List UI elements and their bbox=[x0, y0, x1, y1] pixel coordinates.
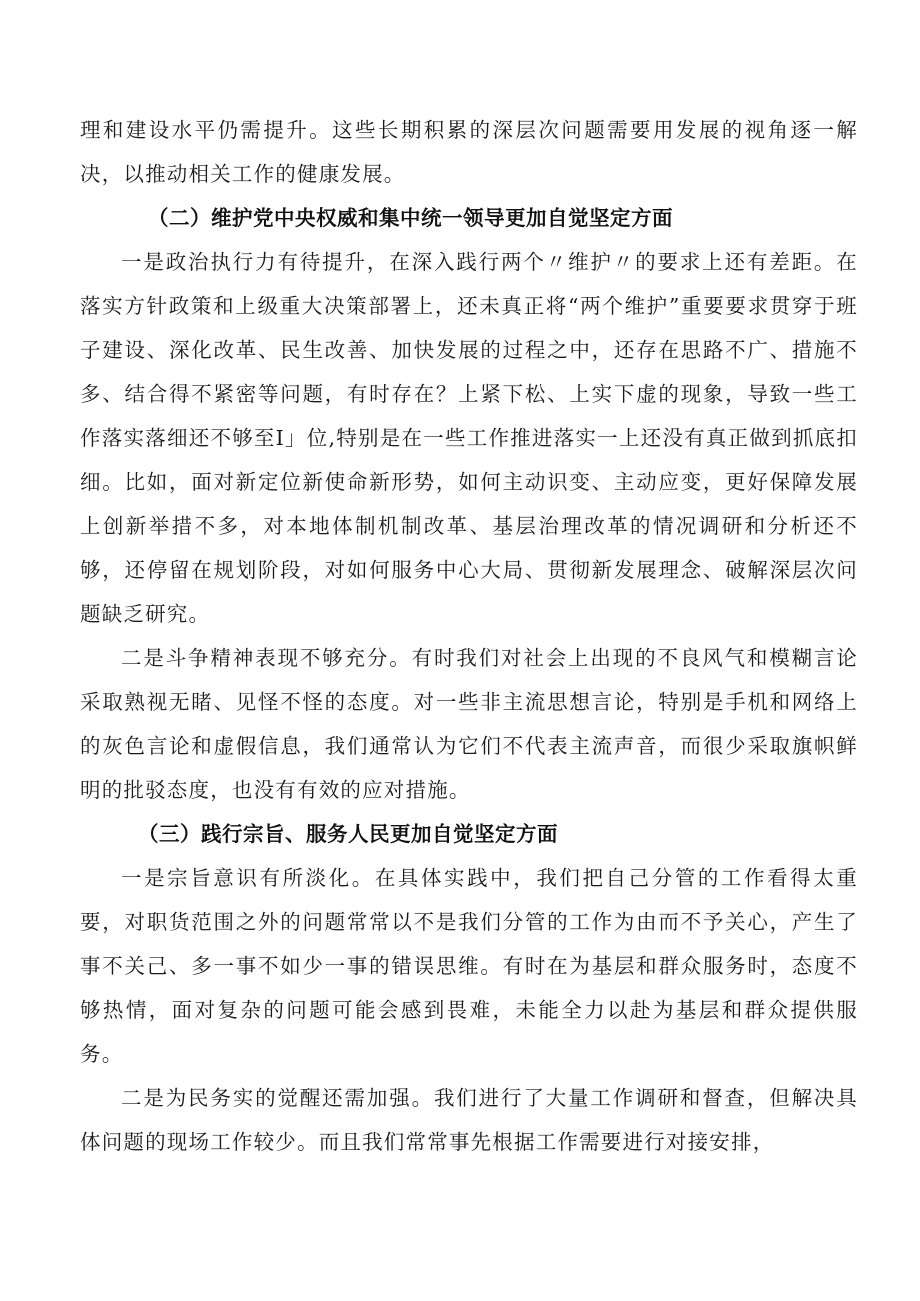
section-heading-2: （二）维护党中央权威和集中统一领导更加自觉坚定方面 bbox=[148, 206, 673, 230]
paragraph-people-service: 二是为民务实的觉醒还需加强。我们进行了大量工作调研和督查，但解决具体问题的现场工作较少。而且我们常常事先根据工作需要进行对接安排， bbox=[80, 1086, 858, 1154]
paragraph-struggle-spirit: 二是斗争精神表现不够充分。有时我们对社会上出现的不良风气和模糊言论采取熟视无睹、见怪不怪的态度。对一些非主流思想言论，特别是手机和网络上的灰色言论和虚假信息，我们通常认为它们不代表主流声音，而很少采取旗帜鲜明的批驳态度，也没有有效的应对措施。 bbox=[80, 646, 858, 802]
paragraph-purpose-awareness: 一是宗旨意识有所淡化。在具体实践中，我们把自己分管的工作看得太重要，对职货范围之外的问题常常以不是我们分管的工作为由而不予关心，产生了事不关己、多一事不如少一事的错误思维。有时在为基层和群众服务时，态度不够热情，面对复杂的问题可能会感到畏难，未能全力以赴为基层和群众提供服务。 bbox=[80, 866, 858, 1066]
paragraph-intro-continued: 理和建设水平仍需提升。这些长期积累的深层次问题需要用发展的视角逐一解决，以推动相关工作的健康发展。 bbox=[80, 118, 858, 186]
section-heading-3: （三）践行宗旨、服务人民更加自觉坚定方面 bbox=[138, 822, 558, 846]
document-body bbox=[80, 108, 858, 1164]
paragraph-political-execution: 一是政治执行力有待提升，在深入践行两个〃维护〃的要求上还有差距。在落实方针政策和上级重大决策部署上，还未真正将“两个维护”重要要求贯穿于班子建设、深化改革、民生改善、加快发展的过程之中，还存在思路不广、措施不多、结合得不紧密等问题，有时存在？上紧下松、上实下虚的现象，导致一些工作落实落细还不够至I」位,特别是在一些工作推进落实一上还没有真正做到抓底扣细。比如，面对新定位新使命新形势，如何主动识变、主动应变，更好保障发展上创新举措不多，对本地体制机制改革、基层治理改革的情况调研和分析还不够，还停留在规划阶段，对如何服务中心大局、贯彻新发展理念、破解深层次问题缺乏研究。 bbox=[80, 250, 858, 626]
